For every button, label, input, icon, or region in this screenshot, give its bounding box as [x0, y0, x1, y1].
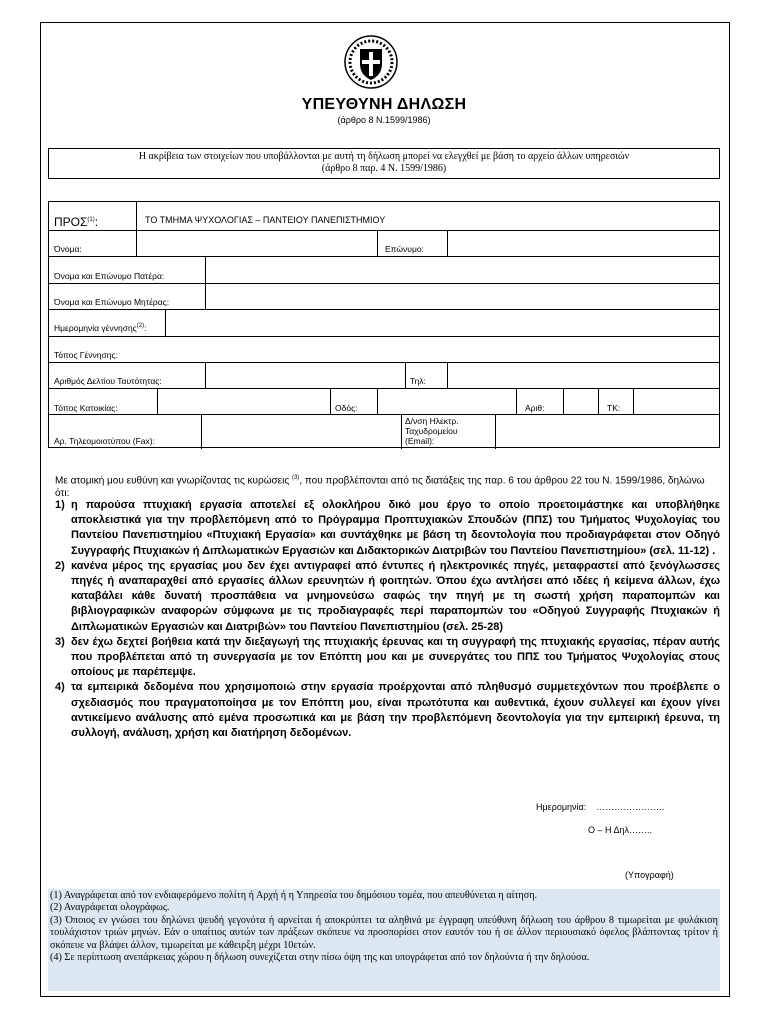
number-label: Αριθ: [525, 403, 545, 413]
birth-date-field[interactable] [167, 311, 719, 334]
personal-details-form [48, 201, 720, 448]
declaration-item-3: 3) δεν έχω δεχτεί βοήθεια κατά την διεξαγωγή της πτυχιακής έρευνας και τη συγγραφή της πτυχιακής εργασίας, πέραν αυτής που προβλέπεται από τη συνεργασία με τον Επόπτη μου και με συνεργάτες του ΠΠΣ του Τμήματος Ψυχολογίας στους οποίους με παρέπεμψε. [55, 635, 720, 679]
last-name-label: Επώνυμο: [385, 244, 424, 254]
declaration-item-2: 2) κανένα μέρος της εργασίας μου δεν έχει αντιγραφεί από έντυπες ή ηλεκτρονικές πηγές, μεταφραστεί από ξενόγλωσσες πηγές ή αναπαραχθεί από εργασίες άλλων ερευνητών ή φοιτητών. Όπου έχω αντλήσει από ιδέες ή κείμενα άλλων, έχω καταβάλει κάθε δυνατή προσπάθεια να μνημονεύσω σαφώς την πηγή με τη σωστή χρήση παραπομπών και βιβλιογραφικών αναφορών σύμφωνα με τις προδιαγραφές περί παραπομπών του «Οδηγού Συγγραφής Πτυχιακών ή Διπλωματικών Εργασιών και Διατριβών» του Παντείου Πανεπιστημίου (σελ. 25-28) [55, 559, 720, 633]
residence-label: Τόπος Κατοικίας: [54, 403, 118, 413]
declaration-intro: Με ατομική μου ευθύνη και γνωρίζοντας τις κυρώσεις $^{(3)}$, που προβλέπονται από τις διατάξεις της παρ. 6 του άρθρου 22 του Ν. 1599/1986, δηλώνω ότι: [55, 475, 705, 500]
phone-field[interactable] [449, 364, 719, 386]
email-label: Δ/νση Ηλεκτρ. Ταχυδρομείου (Email): [405, 416, 459, 446]
mother-name-label: Όνομα και Επώνυμο Μητέρας: [54, 297, 170, 307]
birth-place-field[interactable] [139, 338, 719, 360]
footnotes [48, 889, 720, 991]
footnote-3: (3) Όποιος εν γνώσει του δηλώνει ψευδή γεγονότα ή αρνείται ή αποκρύπτει τα αληθινά με έγγραφη υπεύθυνη δήλωση του άρθρου 8 τιμωρείται με φυλάκιση τουλάχιστον τριών μηνών. Εάν ο υπαίτιος αυτών των πράξεων σκόπευε να προσπορίσει στον εαυτόν του ή σε άλλον περιουσιακό όφελος βλάπτοντας τρίτον ή σκόπευε να βλάψει άλλον, τιμωρείται με κάθειρξη μέχρι 10ετών. [50, 914, 718, 951]
mother-name-field[interactable] [207, 285, 719, 307]
father-name-label: Όνομα και Επώνυμο Πατέρα: [54, 271, 165, 281]
id-number-label: Αριθμός Δελτίου Ταυτότητας: [54, 376, 162, 386]
page-subtitle: (άρθρο 8 Ν.1599/1986) [337, 115, 431, 125]
birth-date-label: Ημερομηνία γέννησης$^{(2)}$: [54, 323, 147, 333]
first-name-field[interactable] [139, 232, 375, 254]
fax-label: Αρ. Τηλεομοιοτύπου (Fax): [54, 436, 155, 446]
date-line: Ημερομηνία: ………………….. [536, 802, 665, 812]
declaration-item-4: 4) τα εμπειρικά δεδομένα που χρησιμοποιώ στην εργασία προέρχονται από πληθυσμό συμμετεχόντων που προέβλεπε ο σχεδιασμός που πραγματοποίησα με τον Επόπτη μου, είναι πρωτότυπα και αυθεντικά, έχουν συλλεγεί και έχουν γίνει αντικείμενο ανάλυσης από εμένα προσωπικά και με βάση την προβλεπόμενη δεοντολογία για την εμπειρική έρευνα, τη συλλογή, ανάλυση, χρήση και διατήρηση δεδομένων. [55, 681, 720, 740]
greek-coat-of-arms-icon [343, 34, 399, 90]
accuracy-notice [48, 148, 720, 179]
footnote-2: (2) Αναγράφεται ολογράφως. [50, 902, 170, 914]
accuracy-notice-line2: (άρθρο 8 παρ. 4 Ν. 1599/1986) [321, 163, 447, 174]
accuracy-notice-line1: Η ακρίβεια των στοιχείων που υποβάλλονται με αυτή τη δήλωση μπορεί να ελεγχθεί με βάση το αρχείο άλλων υπηρεσιών [138, 151, 630, 162]
declaration-item-1: 1) η παρούσα πτυχιακή εργασία αποτελεί εξ ολοκλήρου δικό μου έργο το οποίο προετοιμάστηκε και υποβλήθηκε αποκλειστικά για την προβλεπόμενη από το Πρόγραμμα Προπτυχιακών Σπουδών (ΠΠΣ) του Τμήματος Ψυχολογίας του Παντείου Πανεπιστημίου «Πτυχιακή Εργασία» και συντάχθηκε με βάση τη δεοντολογία που προδιαγράφεται στον Οδηγό Συγγραφής Πτυχιακών ή Διπλωματικών Εργασιών και Διδακτορικών Διατριβών του Παντείου Πανεπιστημίου» (σελ. 11-12) . [55, 499, 720, 557]
signature-label: (Υπογραφή) [625, 870, 674, 880]
phone-label: Τηλ: [410, 376, 426, 386]
to-value: ΤΟ ΤΜΗΜΑ ΨΥΧΟΛΟΓΙΑΣ – ΠΑΝΤΕΙΟΥ ΠΑΝΕΠΙΣΤΗΜΙΟΥ [145, 215, 386, 225]
father-name-field[interactable] [207, 258, 719, 281]
first-name-label: Όνομα: [54, 244, 82, 254]
id-number-field[interactable] [207, 364, 403, 386]
street-label: Οδός: [335, 403, 358, 413]
last-name-field[interactable] [449, 232, 719, 254]
to-label: ΠΡΟΣ$^{(1)}$: [54, 215, 99, 229]
footnote-1: (1) Αναγράφεται από τον ενδιαφερόμενο πολίτη ή Αρχή ή η Υπηρεσία του δημόσιου τομέα, που απευθύνεται η αίτηση. [50, 890, 538, 901]
birth-place-label: Τόπος Γέννησης: [54, 350, 118, 360]
declaration-list [55, 498, 720, 741]
footnote-4: (4) Σε περίπτωση ανεπάρκειας χώρου η δήλωση συνεχίζεται στην πίσω όψη της και υπογράφεται από τον δηλούντα ή την δηλούσα. [50, 952, 590, 964]
postal-code-label: ΤΚ: [607, 403, 621, 413]
page-title: ΥΠΕΥΘΥΝΗ ΔΗΛΩΣΗ [301, 96, 467, 113]
declarant-label: Ο – Η Δηλ…….. [588, 825, 653, 835]
